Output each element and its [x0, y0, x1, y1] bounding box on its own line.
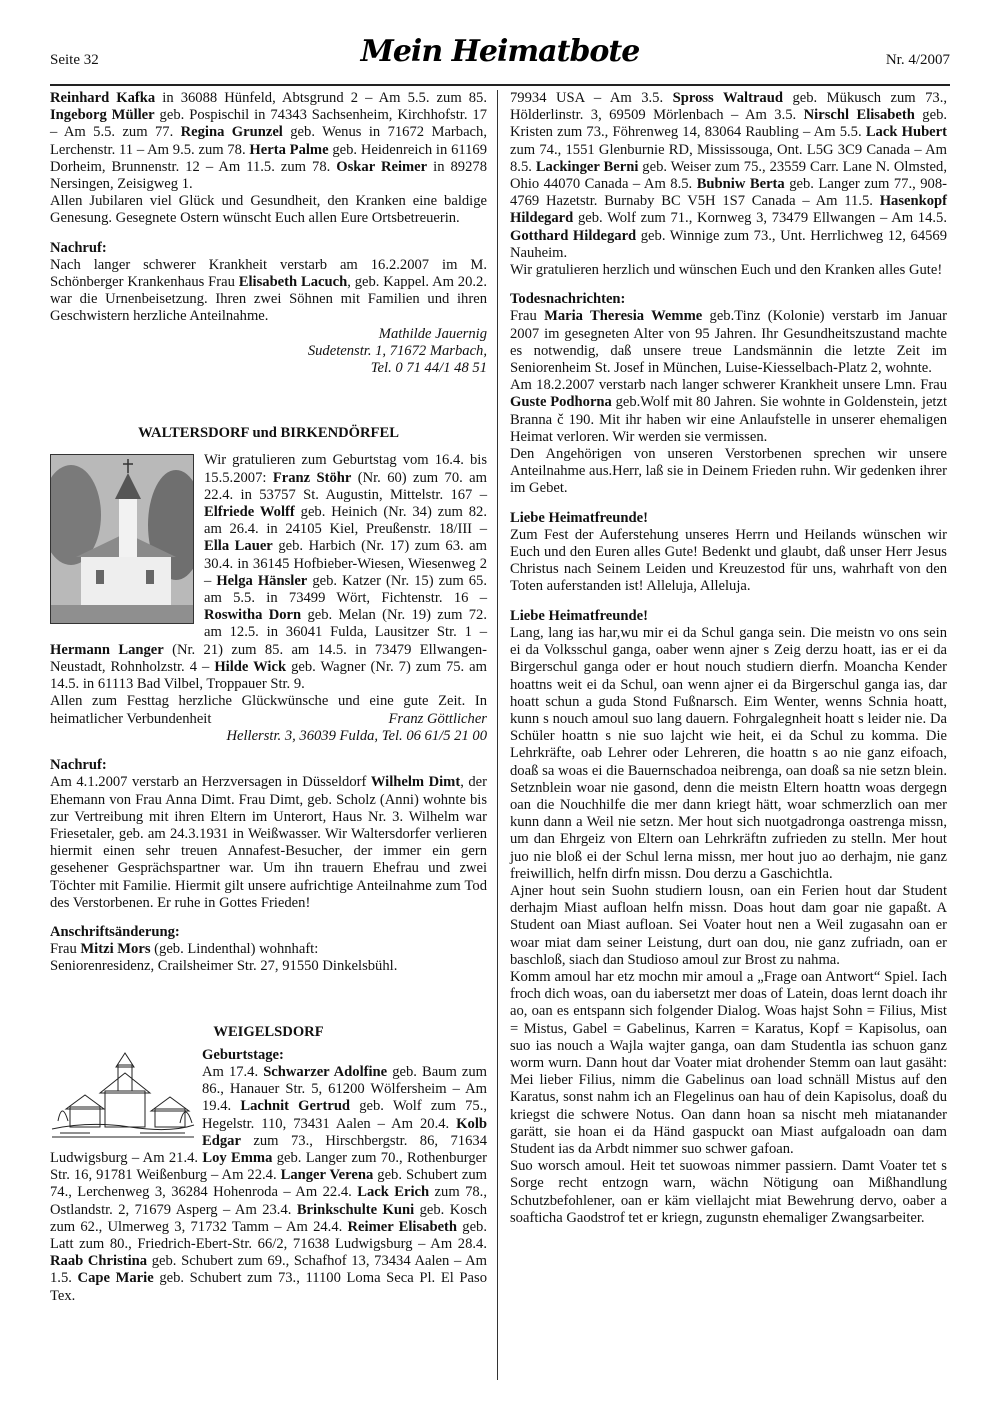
obituary-heading-2: Nachruf:	[50, 757, 107, 774]
issue-number: Nr. 4/2007	[885, 52, 950, 68]
death-notices-heading: Todesnachrichten:	[510, 291, 626, 308]
page-number: Seite 32	[50, 52, 99, 68]
signature-address-2: Hellerstr. 3, 36039 Fulda, Tel. 06 61/5 21 00	[226, 727, 487, 744]
waltersdorf-wishes: Allen zum Festtag herzliche Glückwünsche und eine gute Zeit. In heimatlicher Verbundenheit	[50, 693, 487, 727]
congratulations-text: Wir gratulieren herzlich und wünschen Euch und den Kranken alles Gute!	[510, 262, 943, 279]
greeting-heading-1: Liebe Heimatfreunde!	[510, 509, 648, 526]
dialect-story-1: Lang, lang ias har,wu mir ei da Schul ganga sein. Die meistn vo ons sein ei da Volksschul ganga, oaber wenn ajner s Zeig derzu hoatt, ias er ei da Birgerschul ganga oder er hout nouch studiern dierfn. Moancha Kender hoattns weit ei da Schul, oan wenn ajner ei da Birgerschul ganga ias, dar hoatt schun a guda Stond Fußnarsch. Eim Wenter, wenns Schnia hoatt, kunn s nouch amoul suo lang dauern. Fohrgalegnheit hoatt s leider nie. Da Schüler hoattn s nie suo lajcht wie heit, ei da Schul zu komma. Die Lehrkräfte, oab Lehrer oder Lehreren, die hoattn s ao nie ganz eifoach, doaß sa woas ei die Bauernschadoa neibrenga, oan doaß sa nie setzn blein. Setznblein woar nie gasond, denn die meistn Eltern hoattn woas dergegn oan die Nouchhilfe die mer dann kriegt hätt, woar schmerzlich oan mer kunn dann a Weil nie setzn. Mer hout sich nuotgadronga oastrenga missn, um dan Ehrgeiz von Eltern oan Lehrkräftn zufrieden zu stelln. Mer hout juo nie bloß ei der Schul lerna missn, mer hout juo ao derhajm, nie ganz freiwillich, helfn dirfn missn. Dou derzu a Gaschichtla.	[510, 624, 947, 882]
section-heading-weigelsdorf: WEIGELSDORF	[213, 1023, 324, 1040]
header-rule	[50, 84, 950, 86]
birthday-list-continued: Reinhard Kafka in 36088 Hünfeld, Abtsgrund 2 – Am 5.5. zum 85. Ingeborg Müller geb. Pospischil in 74343 Sachsenheim, Kirchhofstr. 17 – Am 5.5. zum 77. Regina Grunzel geb. Wenus in 71672 Marbach, Lerchenstr. 11 – Am 9.5. zum 78. Herta Palme geb. Heidenreich in 61169 Dorheim, Brunnenstr. 12 – Am 11.5. zum 78. Oskar Reimer in 89278 Nersingen, Zeisigweg 1.	[50, 90, 488, 193]
address-change-text: Frau Mitzi Mors (geb. Lindenthal) wohnhaft:	[50, 941, 319, 958]
address-change-heading: Anschriftsänderung:	[50, 923, 180, 940]
signature-name: Mathilde Jauernig	[378, 325, 487, 342]
death-notice-2: Am 18.2.2007 verstarb nach langer schwerer Krankheit unsere Lmn. Frau Guste Podhorna geb.Wolf mit 80 Jahren. Sie wohnte in Goldenstein, jetzt Branna č 190. Mit ihr haben wir eine Anlaufstelle in unserer ehemaligen Heimat verloren. Wir werden sie vermissen.	[510, 377, 948, 445]
waltersdorf-birthdays: Wir gratulieren zum Geburtstag vom 16.4. bis 15.5.2007: Franz Stöhr (Nr. 60) zum 70. am 22.4. in 53757 St. Augustin, Mittelstr. 167 – Elfriede Wolff geb. Heinich (Nr. 34) zum 82. am 26.4. in 24105 Kiel, Preußenstr. 18/III – Ella Lauer geb. Harbich (Nr. 17) zum 63. am 30.4. in 36145 Hofbieber-Wiesen, Wiesenweg 2 – Helga Hänsler geb. Katzer (Nr. 15) zum 65. am 5.5. in 73499 Wört, Fichtenstr. 16 – Roswitha Dorn geb. Melan (Nr. 19) zum 72. am 12.5. in 36041 Fulda, Lausitzer Str. 1 – Hermann Langer (Nr. 21) zum 85. am 14.5. in 73479 Ellwangen-Neustadt, Rohnholzstr. 4 – Hilde Wick geb. Wagner (Nr. 7) zum 75. am 14.5. in 61113 Bad Vilbel, Troppauer Str. 9.	[50, 452, 488, 693]
dialect-story-4: Suo worsch amoul. Heit tet suowoas nimmer passiern. Damt Voater tet s Sorge recht entzogn warn, wächn Nötigung oan Mißhandlung Schutzbefohlener, oan er käm viellajcht miat Bewehrung dervo, oaber a soafticha Gaodstrof tet er kriegn, zugunstn ehemaliger Zwangsarbeiter.	[510, 1158, 947, 1226]
dialect-story-2: Ajner hout sein Suohn studiern lousn, oan ein Ferien hout dar Student derhajm Miast aufloan helfn missn. Doas hout dam goar nie gapaßt. A Student oan Miast aufloan. Sei Voater hout nen a Weil zugasahn oan er woar miat dam seiner Leistung, durt oan dou, nie ganz zufriadn, oan er baschloß, siach dan Studioso amoul zur Brost zu nahma.	[510, 882, 947, 968]
obituary-text-2: Am 4.1.2007 verstarb an Herzversagen in Düsseldorf Wilhelm Dimt, der Ehemann von Frau Anna Dimt. Frau Dimt, geb. Scholz (Anni) wohnte bis zur Vertreibung mit ihren Eltern im Unterort, Haus Nr. 3. Wilhelm war Friesetaler, geb. am 24.3.1931 in Weißwasser. Wir Waltersdorfer verlieren hiermit einen sehr treuen Annafest-Besucher, der immer ein gern gesehener Gesprächspartner war. Um ihn trauern Ehefrau und zwei Töchter mit Familie. Hiermit gilt unsere aufrichtige Anteilnahme zum Tod des Verstorbenen. Er ruhe in Gottes Frieden!	[50, 774, 487, 911]
signature-name-2: Franz Göttlicher	[388, 710, 487, 727]
weigelsdorf-birthdays: Am 17.4. Schwarzer Adolfine geb. Baum zum 86., Hanauer Str. 5, 61200 Wölfersheim – Am 19.4. Lachnit Gertrud geb. Wolf zum 75., Hegelstr. 110, 73431 Aalen – Am 20.4. Kolb Edgar zum 73., Hirschbergstr. 86, 71634 Ludwigsburg – Am 21.4. Loy Emma geb. Langer zum 70., Rothenburger Str. 16, 91781 Weißenburg – Am 22.4. Langer Verena geb. Schubert zum 74., Lerchenweg 3, 36284 Hohenroda – Am 22.4. Lack Erich zum 78., Ostlandstr. 2, 71679 Asperg – Am 23.4. Brinkschulte Kuni geb. Kosch zum 62., Ulmerweg 3, 71732 Tamm – Am 24.4. Reimer Elisabeth geb. Latt zum 80., Friedrich-Ebert-Str. 66/2, 71638 Ludwigsburg – Am 28.4. Raab Christina geb. Schubert zum 69., Schafhof 13, 73434 Aalen – Am 1.5. Cape Marie geb. Schubert zum 73., 11100 Loma Seca Pl. El Paso Tex.	[50, 1063, 487, 1304]
column-divider	[497, 90, 498, 1380]
jubilee-wishes: Allen Jubilaren viel Glück und Gesundheit, den Kranken eine baldige Genesung. Gesegnete Ostern wünscht Euch allen Eure Ortsbetreuerin.	[50, 193, 487, 227]
dialect-story-3: Komm amoul har etz mochn mir amoul a „Frage oan Antwort“ Spiel. Iach froch dich woas, oan du iabersetzt mer doas of Latein, doas lernt doach ihr ao, oan es entspann sich folgender Dialog. Woas hajst Sohn = Filius, Mist = Mistus, Gabel = Gabelinus, Karren = Karatus, Kopf = Kapisolus, oan suo ias nouch a Wajla wajter ganga, oan dam Studentla ias schuon ganz worm wurn. Dann hout dar Voater miat drohender Stemm oan laut gasäht: Mei lieber Filius, nimm die Gabelinus oan load schnäll Mistus auf den Karatus, sonst nahm ich an Flegelinus oan hau of dein Kapisolus, doaß du kriegst die schwere Notus. Oan dann hoan sa nischt meh miatanander garätt, sie hoan ei da Händ gaspuckt oan Miast aufgaloadn oan dam Student ias da Arbdt nimmer suo schwer gafoan.	[510, 968, 947, 1157]
birthdays-heading: Geburtstage:	[202, 1046, 284, 1063]
church-photo	[50, 454, 194, 624]
condolence-text: Den Angehörigen von unseren Verstorbenen sprechen wir unsere Anteilnahme aus.Herr, laß sie in Deinem Frieden ruhn. Wir gedenken ihrer im Gebet.	[510, 446, 947, 497]
left-column	[50, 90, 487, 1305]
masthead-title: Mein Heimatbote	[360, 34, 640, 69]
death-notice-1: Frau Maria Theresia Wemme geb.Tinz (Kolonie) verstarb im Januar 2007 im gesegneten Alter von 95 Jahren. Ihr Gesundheitszustand machte es notwendig, daß unsere treue Landsmännin die letzte Zeit im Seniorenheim St. Josef in München, Luise-Kiesselbach-Platz 2, wohnte.	[510, 308, 947, 377]
section-heading-waltersdorf: WALTERSDORF und BIRKENDÖRFEL	[138, 425, 399, 442]
obituary-heading: Nachruf:	[50, 239, 107, 256]
village-sketch	[50, 1051, 196, 1143]
greeting-heading-2: Liebe Heimatfreunde!	[510, 607, 648, 624]
obituary-text: Nach langer schwerer Krankheit verstarb am 16.2.2007 im M. Schönberger Krankenhaus Frau Elisabeth Lacuch, geb. Kappel. Am 20.2. war die Urnenbeisetzung. Ihren zwei Söhnen mit Familien und ihren Geschwistern herzliche Anteilnahme.	[50, 256, 487, 325]
signature-phone: Tel. 0 71 44/1 48 51	[370, 360, 487, 377]
address-change-line-2: Seniorenresidenz, Crailsheimer Str. 27, 91550 Dinkelsbühl.	[50, 958, 398, 975]
easter-greeting: Zum Fest der Auferstehung unseres Herrn und Heilands wünschen wir Euch und den Euren alles Gute! Bedenkt und glaubt, daß unser Herr Jesus Christus nach Seinem Leiden und Kreuzestod für uns, wahrhaft von den Toten auferstanden ist! Alleluja, Alleluja.	[510, 526, 947, 595]
right-column	[510, 90, 947, 1227]
signature-address: Sudetenstr. 1, 71672 Marbach,	[307, 342, 487, 359]
birthday-list-continued-right: 79934 USA – Am 3.5. Spross Waltraud geb. Mükusch zum 73., Hölderlinstr. 3, 69509 Mörlenbach – Am 3.5. Nirschl Elisabeth geb. Kristen zum 73., Föhrenweg 14, 83064 Raubling – Am 5.5. Lack Hubert zum 74., 1551 Glenburnie RD, Mississouga, Ont. L5G 3C9 Canada – Am 8.5. Lackinger Berni geb. Weiser zum 75., 23559 Carr. Lane N. Olmsted, Ohio 44070 Canada – Am 8.5. Bubniw Berta geb. Langer zum 77., 908-4769 Hazetstr. Burnaby BC V5H 1S7 Canada – Am 11.5. Hasenkopf Hildegard geb. Wolf zum 71., Kornweg 3, 73479 Ellwangen – Am 14.5. Gotthard Hildegard geb. Winnige zum 73., Unt. Herrlichweg 12, 64569 Nauheim.	[510, 90, 948, 261]
page-header	[50, 30, 950, 78]
